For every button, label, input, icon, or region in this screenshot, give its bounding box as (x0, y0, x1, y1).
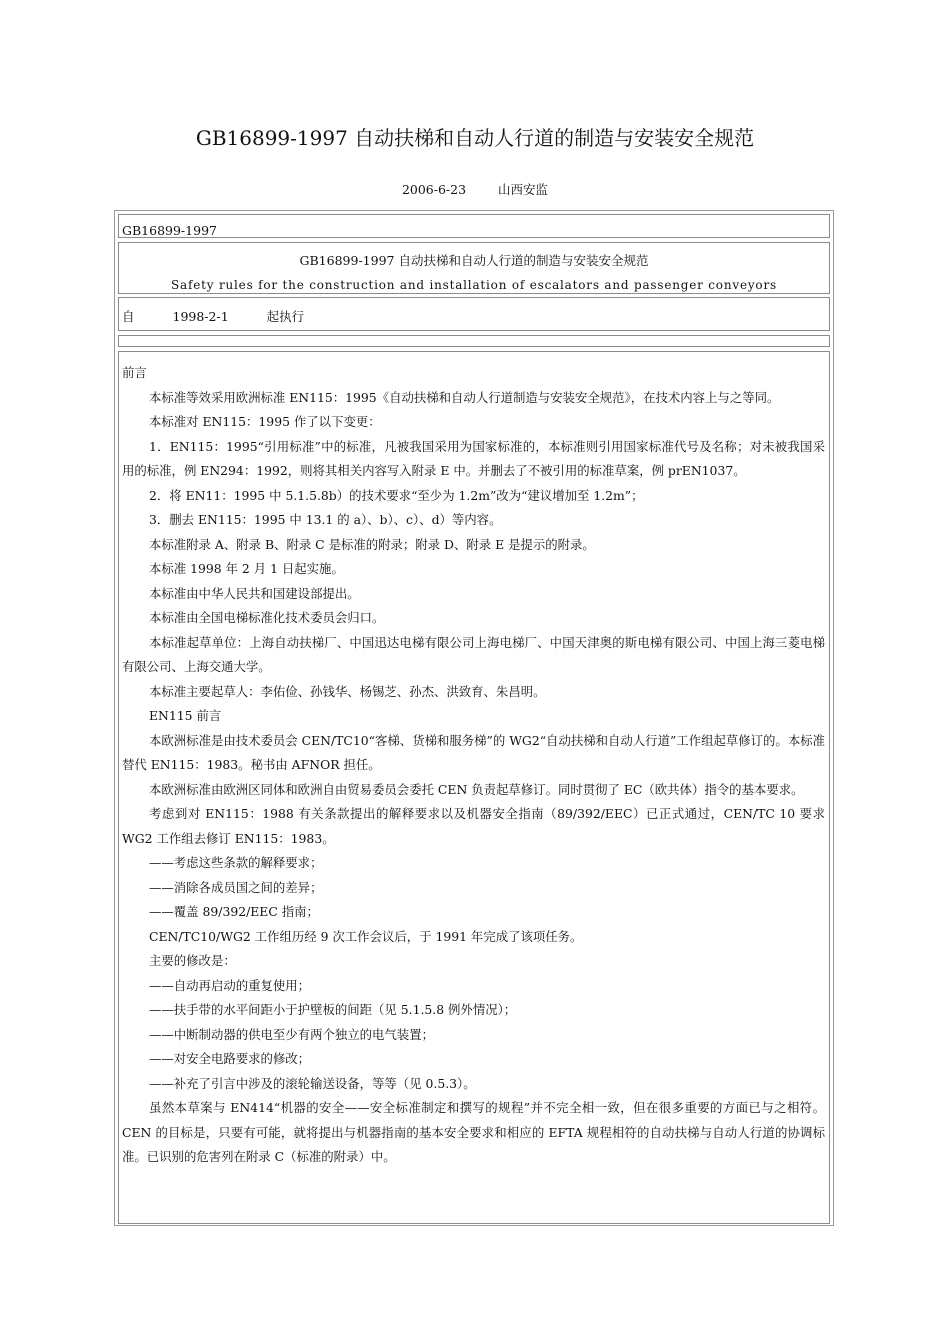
paragraph: 本欧洲标准由欧洲区同体和欧洲自由贸易委员会委托 CEN 负责起草修订。同时贯彻了 EC（欧共体）指令的基本要求。 (149, 781, 804, 797)
list-item: ——补充了引言中涉及的滚轮输送设备，等等（见 0.5.3）。 (149, 1075, 476, 1091)
standard-code-cell (118, 214, 830, 238)
section-heading-foreword: 前言 (122, 365, 147, 380)
list-item: ——自动再启动的重复使用； (149, 977, 311, 993)
paragraph: 考虑到对 EN115：1988 有关条款提出的解释要求以及机器安全指南（89/392/EEC）已正式通过，CEN/TC 10 要求 WG2 工作组去修订 EN115：1983。 (122, 806, 825, 846)
standard-code: GB16899-1997 (122, 223, 217, 238)
list-item: ——对安全电路要求的修改； (149, 1051, 311, 1066)
paragraph: 本标准 1998 年 2 月 1 日起实施。 (149, 561, 344, 576)
paragraph: 本欧洲标准是由技术委员会 CEN/TC10“客梯、货梯和服务梯”的 WG2“自动扶梯和自动人行道”工作组起草修订的。本标准替代 EN115：1983。秘书由 AFNOR 担任。 (122, 732, 825, 772)
standard-title-en: Safety rules for the construction and installation of escalators and passenger conveyors (171, 278, 777, 292)
paragraph: 本标准等效采用欧洲标准 EN115：1995《自动扶梯和自动人行道制造与安装安全规范》，在技术内容上与之等同。 (149, 389, 780, 405)
effective-date-cell (118, 297, 830, 331)
publish-info (0, 180, 950, 198)
paragraph: 主要的修改是： (149, 953, 236, 968)
standard-title-cell (118, 242, 830, 294)
paragraph: 本标准附录 A、附录 B、附录 C 是标准的附录；附录 D、附录 E 是提示的附录。 (149, 536, 595, 552)
list-item: ——扶手带的水平间距小于护壁板的间距（见 5.1.5.8 例外情况）； (149, 1002, 517, 1017)
list-item: ——考虑这些条款的解释要求； (149, 855, 323, 870)
paragraph: CEN/TC10/WG2 工作组历经 9 次工作会议后，于 1991 年完成了该项任务。 (149, 928, 583, 944)
section-heading-en115-foreword: EN115 前言 (149, 708, 222, 723)
paragraph: 本标准主要起草人：李佑俭、孙钱华、杨锡芝、孙杰、洪致育、朱昌明。 (149, 683, 546, 699)
publish-date: 2006-6-23 (401, 182, 467, 197)
effective-prefix: 自 (122, 309, 135, 324)
page-title: GB16899-1997 自动扶梯和自动人行道的制造与安装安全规范 (195, 126, 755, 150)
effective-suffix: 起执行 (266, 309, 305, 324)
list-item: ——中断制动器的供电至少有两个独立的电气装置； (149, 1026, 434, 1042)
blank-cell (118, 335, 830, 347)
body-text-cell (118, 351, 830, 1224)
effective-date: 1998-2-1 (172, 309, 229, 324)
paragraph: 本标准对 EN115：1995 作了以下变更： (149, 414, 381, 429)
standard-table (114, 210, 834, 1226)
paragraph: 2．将 EN11：1995 中 5.1.5.8b）的技术要求“至少为 1.2m”改为“建议增加至 1.2m”； (149, 487, 644, 503)
paragraph: 本标准由中华人民共和国建设部提出。 (149, 585, 360, 601)
paragraph: 本标准起草单位：上海自动扶梯厂、中国迅达电梯有限公司上海电梯厂、中国天津奥的斯电梯有限公司、中国上海三菱电梯有限公司、上海交通大学。 (122, 634, 825, 674)
paragraph: 1．EN115：1995“引用标准”中的标准，凡被我国采用为国家标准的，本标准则引用国家标准代号及名称；对未被我国采用的标准，例 EN294：1992，则将其相关内容写入附录 E 中。并删去了不被引用的标准草案，例 prEN1037。 (122, 438, 825, 478)
list-item: ——覆盖 89/392/EEC 指南； (149, 904, 319, 919)
list-item: ——消除各成员国之间的差异； (149, 879, 323, 895)
standard-title-cn: GB16899-1997 自动扶梯和自动人行道的制造与安装安全规范 (299, 253, 649, 268)
publish-source: 山西安监 (498, 182, 549, 197)
paragraph: 虽然本草案与 EN414“机器的安全——安全标准制定和撰写的规程”并不完全相一致，但在很多重要的方面已与之相符。CEN 的目标是，只要有可能，就将提出与机器指南的基本安全要求和相应的 EFTA 规程相符的自动扶梯与自动人行道的协调标准。已识别的危害列在附录 C（标准的附录）中。 (122, 1100, 825, 1164)
paragraph: 本标准由全国电梯标准化技术委员会归口。 (149, 610, 385, 625)
paragraph: 3．删去 EN115：1995 中 13.1 的 a）、b）、c）、d）等内容。 (149, 512, 502, 527)
